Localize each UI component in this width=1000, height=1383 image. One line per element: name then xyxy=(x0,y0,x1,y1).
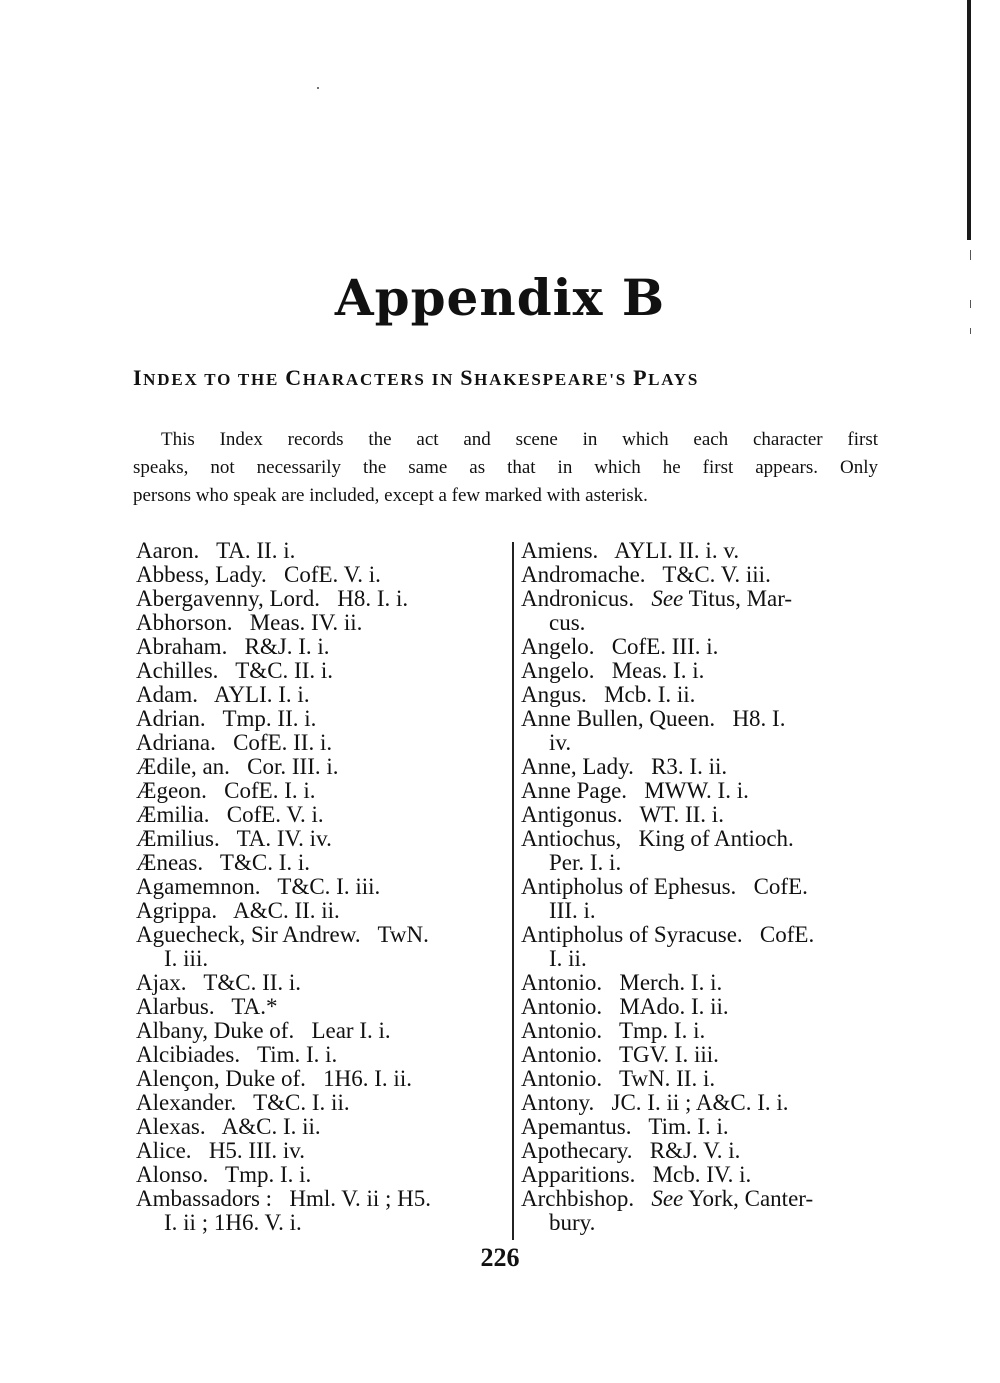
entry-continuation: iv. xyxy=(549,730,572,755)
entry-continuation: Per. I. i. xyxy=(549,850,622,875)
entry-reference: T&C. I. i. xyxy=(219,850,311,875)
see-reference: See xyxy=(651,1186,684,1211)
entry-reference: TGV. I. iii. xyxy=(618,1042,719,1067)
entry-line xyxy=(521,659,883,683)
entry-name: Anne, Lady. xyxy=(521,754,634,779)
entry-line xyxy=(136,659,504,683)
entry-line xyxy=(521,779,883,803)
entry-reference: CofE. I. i. xyxy=(224,778,316,803)
entry-name: Angelo. xyxy=(521,658,595,683)
entry-name: Aaron. xyxy=(136,538,200,563)
scan-edge-mark xyxy=(970,250,971,260)
entry-reference: R&J. V. i. xyxy=(649,1138,741,1163)
entry-reference: AYLI. II. i. v. xyxy=(614,538,740,563)
index-entry xyxy=(136,1043,504,1067)
index-entry xyxy=(521,779,883,803)
intro-paragraph xyxy=(133,426,878,510)
scan-speck xyxy=(317,87,319,89)
entry-name: Abhorson. xyxy=(136,610,233,635)
index-column-left xyxy=(136,539,504,1235)
entry-line xyxy=(521,1163,883,1187)
index-entry xyxy=(521,1091,883,1115)
entry-name: Alexas. xyxy=(136,1114,206,1139)
entry-line xyxy=(521,971,883,995)
index-entry xyxy=(521,755,883,779)
index-entry xyxy=(521,1115,883,1139)
entry-reference: 1H6. I. ii. xyxy=(323,1066,412,1091)
entry-name: Æneas. xyxy=(136,850,204,875)
index-entry xyxy=(521,1043,883,1067)
column-divider xyxy=(512,542,514,1240)
entry-reference: TA.* xyxy=(231,994,278,1019)
index-entry xyxy=(136,611,504,635)
entry-line xyxy=(136,1139,504,1163)
entry-name: Angelo. xyxy=(521,634,595,659)
index-entry xyxy=(521,803,883,827)
entry-name: Alcibiades. xyxy=(136,1042,241,1067)
entry-continuation: cus. xyxy=(549,610,586,635)
entry-continuation: I. iii. xyxy=(164,946,209,971)
entry-reference: Tmp. I. i. xyxy=(225,1162,312,1187)
see-reference: See xyxy=(651,586,684,611)
entry-reference: T&C. II. i. xyxy=(203,970,302,995)
entry-line xyxy=(521,755,883,779)
entry-line xyxy=(136,755,504,779)
entry-line xyxy=(136,779,504,803)
entry-name: Abraham. xyxy=(136,634,228,659)
index-entry xyxy=(521,995,883,1019)
entry-name: Antonio. xyxy=(521,1042,603,1067)
entry-line xyxy=(521,1091,883,1115)
entry-name: Ædile, an. xyxy=(136,754,230,779)
entry-reference: H8. I. xyxy=(732,706,786,731)
entry-line xyxy=(136,563,504,587)
entry-line xyxy=(521,1019,883,1043)
entry-reference: R&J. I. i. xyxy=(244,634,330,659)
index-entry xyxy=(136,539,504,563)
entry-reference: Hml. V. ii ; H5. xyxy=(289,1186,431,1211)
entry-name: Amiens. xyxy=(521,538,599,563)
entry-line xyxy=(136,587,504,611)
entry-reference: T&C. I. iii. xyxy=(277,874,381,899)
entry-line xyxy=(136,611,504,635)
entry-line xyxy=(521,683,883,707)
entry-name: Antonio. xyxy=(521,1066,603,1091)
entry-name: Antonio. xyxy=(521,994,603,1019)
entry-name: Antony. xyxy=(521,1090,595,1115)
entry-line xyxy=(521,587,883,611)
entry-name: Archbishop. xyxy=(521,1186,635,1211)
entry-reference: T&C. V. iii. xyxy=(662,562,771,587)
entry-name: Antonio. xyxy=(521,1018,603,1043)
entry-line xyxy=(136,899,504,923)
index-entry xyxy=(521,1019,883,1043)
entry-name: Albany, Duke of. xyxy=(136,1018,295,1043)
entry-line xyxy=(521,1187,883,1211)
entry-line xyxy=(136,827,504,851)
index-subtitle: INDEX TO THE CHARACTERS IN SHAKESPEARE'S PLAYS xyxy=(133,365,700,390)
scan-edge-line xyxy=(967,0,971,240)
entry-continuation: bury. xyxy=(549,1210,596,1235)
entry-name: Agamemnon. xyxy=(136,874,261,899)
entry-name: Alarbus. xyxy=(136,994,215,1019)
entry-name: Apparitions. xyxy=(521,1162,636,1187)
index-entry xyxy=(136,1115,504,1139)
entry-reference: MWW. I. i. xyxy=(644,778,749,803)
index-entry xyxy=(136,1139,504,1163)
entry-name: Ajax. xyxy=(136,970,187,995)
entry-line xyxy=(136,923,504,947)
entry-reference: Meas. I. i. xyxy=(611,658,705,683)
index-entry xyxy=(521,1139,883,1163)
index-entry xyxy=(521,635,883,659)
entry-line xyxy=(136,1019,504,1043)
index-entry xyxy=(521,683,883,707)
entry-name: Æmilia. xyxy=(136,802,210,827)
entry-name: Abergavenny, Lord. xyxy=(136,586,320,611)
entry-name: Abbess, Lady. xyxy=(136,562,267,587)
entry-name: Andromache. xyxy=(521,562,646,587)
entry-line xyxy=(521,1043,883,1067)
entry-reference: TA. II. i. xyxy=(216,538,296,563)
entry-name: Adam. xyxy=(136,682,198,707)
entry-name: Antiochus, xyxy=(521,826,622,851)
entry-reference: TwN. xyxy=(377,922,429,947)
index-entry xyxy=(136,587,504,611)
index-entry xyxy=(136,1019,504,1043)
index-entry xyxy=(136,1187,504,1235)
entry-name: Antonio. xyxy=(521,970,603,995)
index-entry xyxy=(136,827,504,851)
entry-reference: Tmp. I. i. xyxy=(618,1018,706,1043)
index-entry xyxy=(521,539,883,563)
entry-line xyxy=(521,707,883,731)
entry-line xyxy=(136,995,504,1019)
index-entry xyxy=(521,1067,883,1091)
entry-reference: CofE. V. i. xyxy=(226,802,324,827)
entry-name: Antipholus of Ephesus. xyxy=(521,874,737,899)
entry-reference: Merch. I. i. xyxy=(619,970,723,995)
entry-line xyxy=(136,875,504,899)
intro-line: speaks, not necessarily the same as that in which he first appears. Only xyxy=(133,457,878,478)
entry-reference: WT. II. i. xyxy=(639,802,724,827)
index-entry xyxy=(521,827,883,875)
index-entry xyxy=(136,923,504,971)
entry-line xyxy=(136,1187,504,1211)
entry-name: Alexander. xyxy=(136,1090,237,1115)
entry-reference: AYLI. I. i. xyxy=(213,682,310,707)
entry-name: Anne Page. xyxy=(521,778,628,803)
entry-line xyxy=(136,1067,504,1091)
entry-name: Alice. xyxy=(136,1138,192,1163)
intro-line: persons who speak are included, except a few marked with asterisk. xyxy=(133,485,648,506)
entry-name: Angus. xyxy=(521,682,587,707)
index-entry xyxy=(521,563,883,587)
index-entry xyxy=(521,923,883,971)
entry-reference: CofE. III. i. xyxy=(611,634,719,659)
index-entry xyxy=(136,779,504,803)
entry-name: Apemantus. xyxy=(521,1114,632,1139)
entry-reference: Tmp. II. i. xyxy=(222,706,317,731)
entry-line xyxy=(136,851,504,875)
entry-reference: H8. I. i. xyxy=(337,586,409,611)
index-entry xyxy=(521,587,883,635)
entry-reference: Mcb. I. ii. xyxy=(604,682,696,707)
entry-name: Alençon, Duke of. xyxy=(136,1066,306,1091)
entry-reference: Tim. I. i. xyxy=(256,1042,338,1067)
index-entry xyxy=(136,1067,504,1091)
index-entry xyxy=(136,803,504,827)
entry-reference: Tim. I. i. xyxy=(648,1114,729,1139)
entry-name: Apothecary. xyxy=(521,1138,633,1163)
entry-line xyxy=(136,1091,504,1115)
entry-name: Æmilius. xyxy=(136,826,220,851)
index-entry xyxy=(136,707,504,731)
entry-line xyxy=(521,1139,883,1163)
entry-continuation: III. i. xyxy=(549,898,596,923)
entry-reference: Lear I. i. xyxy=(311,1018,391,1043)
entry-name: Antipholus of Syracuse. xyxy=(521,922,743,947)
index-entry xyxy=(136,563,504,587)
entry-line xyxy=(136,539,504,563)
index-entry xyxy=(521,875,883,923)
entry-reference: MAdo. I. ii. xyxy=(619,994,729,1019)
entry-line xyxy=(136,971,504,995)
entry-line xyxy=(521,1067,883,1091)
entry-line xyxy=(136,803,504,827)
entry-line xyxy=(136,1043,504,1067)
entry-line xyxy=(521,875,883,899)
entry-name: Antigonus. xyxy=(521,802,623,827)
entry-line xyxy=(136,635,504,659)
entry-reference: CofE. V. i. xyxy=(283,562,381,587)
entry-line xyxy=(136,731,504,755)
entry-name: Ambassadors : xyxy=(136,1186,273,1211)
entry-reference: TwN. II. i. xyxy=(618,1066,716,1091)
appendix-title: Appendix B xyxy=(334,268,666,327)
entry-reference: T&C. I. ii. xyxy=(253,1090,350,1115)
entry-continuation: I. ii ; 1H6. V. i. xyxy=(164,1210,302,1235)
entry-name: Anne Bullen, Queen. xyxy=(521,706,716,731)
entry-continuation: I. ii. xyxy=(549,946,587,971)
entry-reference: A&C. II. ii. xyxy=(233,898,340,923)
index-entry xyxy=(521,707,883,755)
scan-edge-mark xyxy=(970,328,971,334)
entry-line xyxy=(521,563,883,587)
entry-reference: King of Antioch. xyxy=(638,826,794,851)
entry-name: Adrian. xyxy=(136,706,206,731)
entry-line xyxy=(521,539,883,563)
entry-reference: Titus, Mar- xyxy=(688,586,793,611)
entry-reference: T&C. II. i. xyxy=(235,658,333,683)
entry-name: Andronicus. xyxy=(521,586,635,611)
entry-reference: CofE. II. i. xyxy=(233,730,333,755)
index-entry xyxy=(521,1163,883,1187)
index-entry xyxy=(521,1187,883,1235)
index-entry xyxy=(136,971,504,995)
index-entry xyxy=(521,971,883,995)
entry-line xyxy=(521,923,883,947)
entry-line xyxy=(521,635,883,659)
entry-name: Aguecheck, Sir Andrew. xyxy=(136,922,361,947)
entry-line xyxy=(521,803,883,827)
page-number: 226 xyxy=(480,1243,520,1272)
index-column-right xyxy=(521,539,883,1235)
entry-line xyxy=(136,683,504,707)
index-entry xyxy=(136,899,504,923)
index-entry xyxy=(136,635,504,659)
index-entry xyxy=(136,995,504,1019)
entry-name: Agrippa. xyxy=(136,898,218,923)
entry-reference: CofE. xyxy=(753,874,808,899)
index-entry xyxy=(136,755,504,779)
entry-name: Achilles. xyxy=(136,658,219,683)
index-entry xyxy=(136,851,504,875)
entry-name: Ægeon. xyxy=(136,778,207,803)
entry-reference: JC. I. ii ; A&C. I. i. xyxy=(611,1090,789,1115)
entry-line xyxy=(521,1115,883,1139)
entry-name: Alonso. xyxy=(136,1162,209,1187)
entry-reference: H5. III. iv. xyxy=(208,1138,306,1163)
entry-reference: Mcb. IV. i. xyxy=(652,1162,752,1187)
entry-line xyxy=(136,707,504,731)
entry-reference: Cor. III. i. xyxy=(247,754,339,779)
entry-reference: York, Canter- xyxy=(688,1186,814,1211)
entry-reference: R3. I. ii. xyxy=(651,754,728,779)
index-entry xyxy=(521,659,883,683)
intro-line: This Index records the act and scene in which each character first xyxy=(161,429,878,450)
index-entry xyxy=(136,1163,504,1187)
entry-line xyxy=(521,827,883,851)
index-entry xyxy=(136,875,504,899)
entry-reference: TA. IV. iv. xyxy=(236,826,332,851)
index-entry xyxy=(136,659,504,683)
entry-reference: Meas. IV. ii. xyxy=(249,610,363,635)
index-entry xyxy=(136,731,504,755)
entry-line xyxy=(521,995,883,1019)
entry-line xyxy=(136,1163,504,1187)
index-entry xyxy=(136,683,504,707)
index-entry xyxy=(136,1091,504,1115)
entry-line xyxy=(136,1115,504,1139)
entry-reference: CofE. xyxy=(759,922,815,947)
entry-reference: A&C. I. ii. xyxy=(221,1114,321,1139)
entry-name: Adriana. xyxy=(136,730,216,755)
